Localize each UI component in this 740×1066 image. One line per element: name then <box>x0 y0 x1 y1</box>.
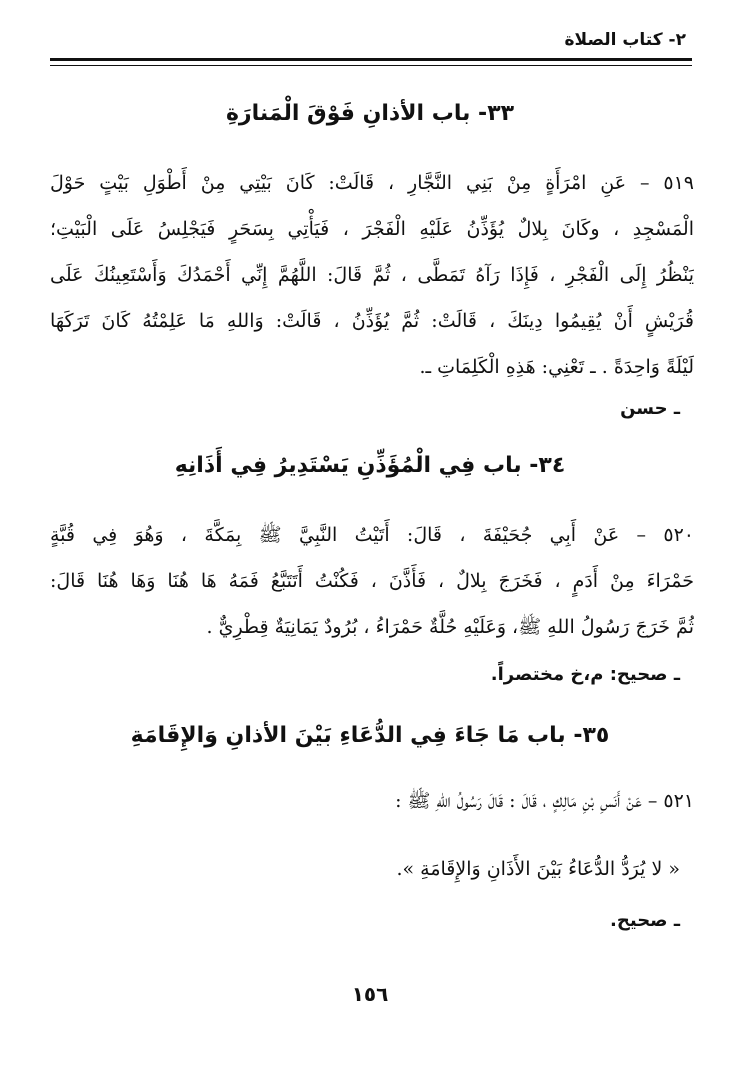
hadith-grade-521: ـ صحيح. <box>610 910 680 931</box>
running-header-title: ٢- كتاب الصلاة <box>564 30 686 50</box>
hadith-line: يَنْظُرُ إِلَى الْفَجْرِ ، فَإِذَا رَآهُ تَمَطَّى ، ثُمَّ قَالَ: اللَّهُمَّ إِنِّي أَحْمَدُكَ وَأَسْتَعِينُكَ عَلَى <box>50 264 694 286</box>
hadith-line: ٥٢١ – عَنْ أَنَسِ بْنِ مَالِكٍ ، قَالَ : قَالَ رَسُولُ اللهِ ﷺ : <box>395 790 694 812</box>
hadith-521 <box>50 778 694 824</box>
hadith-line: ٥٢٠ – عَنْ أَبِي جُحَيْفَةَ ، قَالَ: أَتَيْتُ النَّبِيَّ ﷺ بِمَكَّةَ ، وَهُوَ فِي قُبَّةٍ <box>50 524 694 546</box>
chapter-heading-33: ٣٣- باب الأذانِ فَوْقَ الْمَنارَةِ <box>225 101 515 126</box>
header-rule-thin <box>50 65 692 66</box>
hadith-line: قُرَيْشٍ أَنْ يُقِيمُوا دِينَكَ ، قَالَتْ: ثُمَّ يُؤَذِّنُ ، قَالَتْ: وَاللهِ مَا عَلِمْتُهُ كَانَ تَرَكَهَا <box>50 310 694 332</box>
hadith-grade-519: ـ حسن <box>620 398 680 419</box>
hadith-519 <box>50 160 694 390</box>
page-number: ١٥٦ <box>351 982 389 1006</box>
header-rule-thick <box>50 58 692 61</box>
hadith-line: ٥١٩ – عَنِ امْرَأَةٍ مِنْ بَنِي النَّجَّارِ ، قَالَتْ: كَانَ بَيْتِي مِنْ أَطْوَلِ بَيْتٍ حَوْلَ <box>50 172 694 194</box>
hadith-grade-520: ـ صحيح: م،خ مختصراً. <box>490 664 680 685</box>
hadith-line: حَمْرَاءَ مِنْ أَدَمٍ ، فَخَرَجَ بِلالٌ ، فَأَذَّنَ ، فَكُنْتُ أَتَتَبَّعُ فَمَهُ هَا هُنَا وَهَا هُنَا قَالَ: <box>50 570 694 592</box>
hadith-quote-521: « لا يُرَدُّ الدُّعَاءُ بَيْنَ الأَذَانِ وَالإِقَامَةِ ». <box>396 858 680 880</box>
chapter-heading-34: ٣٤- باب فِي الْمُؤَذِّنِ يَسْتَدِيرُ فِي أَذَانِهِ <box>174 453 566 478</box>
hadith-line: الْمَسْجِدِ ، وكَانَ بِلالٌ يُؤَذِّنُ عَلَيْهِ الْفَجْرَ ، فَيَأْتِي بِسَحَرٍ فَيَجْلِسُ عَلَى الْبَيْتِ؛ <box>50 218 694 240</box>
hadith-line: لَيْلَةً وَاحِدَةً . ـ تَعْنِي: هَذِهِ الْكَلِمَاتِ ـ. <box>419 356 694 378</box>
chapter-heading-35: ٣٥- باب مَا جَاءَ فِي الدُّعَاءِ بَيْنَ الأذانِ وَالإِقَامَةِ <box>130 723 610 748</box>
hadith-line: ثُمَّ خَرَجَ رَسُولُ اللهِ ﷺ، وَعَلَيْهِ حُلَّةٌ حَمْرَاءُ ، بُرُودٌ يَمَانِيَةٌ قِطْرِيٌّ . <box>206 616 694 638</box>
hadith-520 <box>50 512 694 650</box>
